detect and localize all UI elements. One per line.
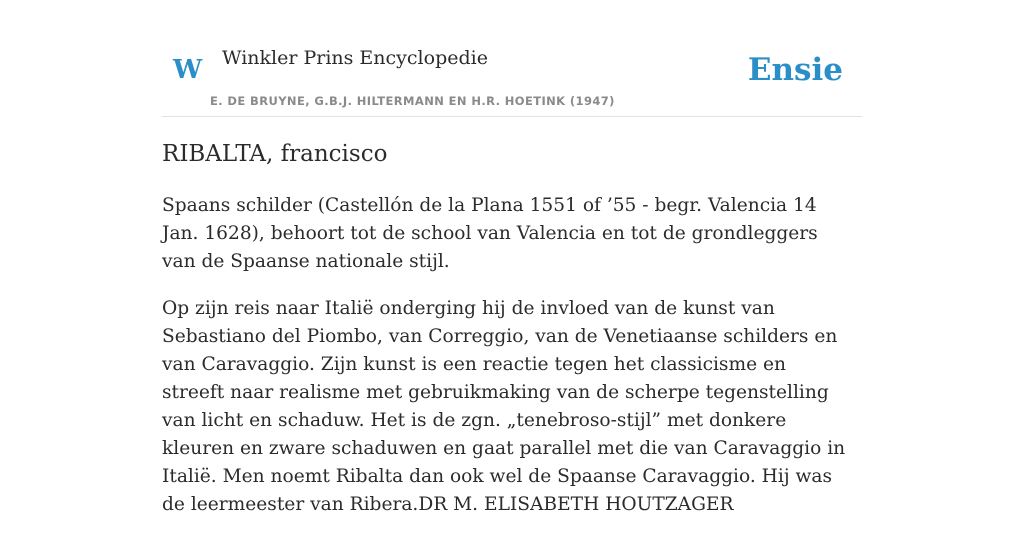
article-paragraph: Op zijn reis naar Italië onderging hij de invloed van de kunst van Sebastiano del Piombo, van Correggio, van de Venetiaanse schilders en van Caravaggio. Zijn kunst is een reactie tegen het classicisme en streeft naar realisme met gebruikmaking van de scherpe tegenstelling van licht en schaduw. Het is de zgn. „tenebroso-stijl” met donkere kleuren en zware schaduwen en gaat parallel met die van Caravaggio in Italië. Men noemt Ribalta dan ook wel de Spaanse Caravaggio. Hij was de leermeester van Ribera.DR M. ELISABETH HOUTZAGER [162,298,846,515]
ensie-logo[interactable]: Ensie [747,52,843,88]
article-paragraph: Spaans schilder (Castellón de la Plana 1551 of ’55 - begr. Valencia 14 Jan. 1628), behoort tot de school van Valencia en tot de grondleggers van de Spaanse nationale stijl. [162,195,818,272]
source-authors: E. DE BRUYNE, G.B.J. HILTERMANN EN H.R. HOETINK (1947) [210,94,615,108]
page-container [162,0,862,515]
article-body [162,192,852,538]
source-title[interactable]: Winkler Prins Encyclopedie [222,47,488,69]
header [162,0,862,117]
source-logo-icon[interactable]: W [173,55,203,85]
article-title: RIBALTA, francisco [162,141,388,167]
